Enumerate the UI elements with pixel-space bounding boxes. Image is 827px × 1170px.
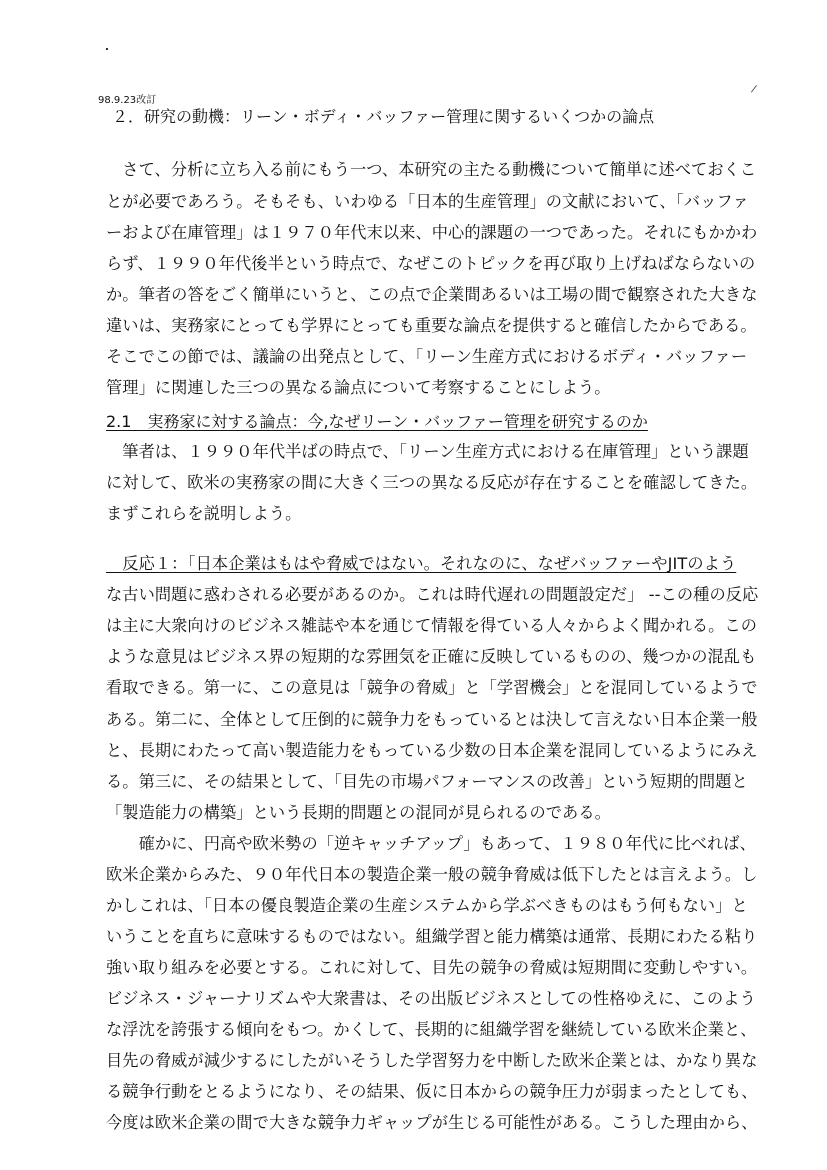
response-line: な浮沈を誇張する傾向をもつ。かくして、長期的に組織学習を継続している欧米企業と、 bbox=[106, 1020, 757, 1039]
subsection-heading: 2.1 実務家に対する論点：今,なぜリーン・バッファー管理を研究するのか bbox=[106, 412, 648, 431]
intro-line: さて、分析に立ち入る前にもう一つ、本研究の主たる動機について簡単に述べておくこ bbox=[106, 160, 757, 179]
response-line: な古い問題に惑わされる必要があるのか。これは時代遅れの問題設定だ」 --この種の反応 bbox=[106, 585, 759, 604]
intro-line: らず、１９９０年代後半という時点で、なぜこのトピックを再び取り上げねばならないの bbox=[106, 254, 756, 273]
response-line: 「製造能力の構築」という長期的問題との混同が見られるのである。 bbox=[106, 803, 611, 822]
response-line: 反応１：「日本企業はもはや脅威ではない。それなのに、なぜバッファーやJITのよう bbox=[106, 554, 737, 573]
response-line: と、長期にわたって高い製造能力をもっている少数の日本企業を混同しているようにみえ bbox=[106, 741, 758, 760]
scan-mark: / bbox=[750, 83, 758, 96]
intro-line: 違いは、実務家にとっても学界にとっても重要な論点を提供すると確信したからである。 bbox=[106, 316, 757, 335]
intro-line: とが必要であろう。そもそも、いわゆる「日本的生産管理」の文献において、「バッファ bbox=[106, 192, 749, 211]
intro-line: か。筆者の答をごく簡単にいうと、この点で企業間あるいは工場の間で観察された大きな bbox=[106, 285, 758, 304]
intro-line: 管理」に関連した三つの異なる論点について考察することにしよう。 bbox=[106, 378, 611, 397]
response-line: る競争行動をとるようになり、その結果、仮に日本からの競争圧力が弱まったとしても、 bbox=[106, 1082, 758, 1101]
response-line: 強い取り組みを必要とする。これに対して、目先の競争の脅威は短期間に変動しやすい。 bbox=[106, 958, 758, 977]
subsection-line: 筆者は、１９９０年代半ばの時点で、「リーン生産方式における在庫管理」という課題 bbox=[106, 442, 749, 461]
response-line: ビジネス・ジャーナリズムや大衆書は、その出版ビジネスとしての性格ゆえに、このよう bbox=[106, 989, 756, 1008]
subsection-line: に対して、欧米の実務家の間に大きく三つの異なる反応が存在することを確認してきた。 bbox=[106, 473, 758, 492]
intro-line: そこでこの節では、議論の出発点として、「リーン生産方式におけるボディ・バッファー bbox=[106, 347, 748, 366]
response-line: る。第三に、その結果として、「目先の市場パフォーマンスの改善」という短期的問題と bbox=[106, 772, 748, 791]
response-line: いうことを直ちに意味するものではない。組織学習と能力構築は通常、長期にわたる粘り bbox=[106, 927, 758, 946]
response-line: かしこれは、「日本の優良製造企業の生産システムから学ぶべきものはもう何もない」と bbox=[106, 896, 748, 915]
subsection-line: まずこれらを説明しよう。 bbox=[106, 504, 302, 523]
response-line: 今度は欧米企業の間で大きな競争力ギャップが生じる可能性がある。こうした理由から、 bbox=[106, 1113, 758, 1132]
response-line: 看取できる。第一に、この意見は「競争の脅威」と「学習機会」とを混同しているようで bbox=[106, 678, 758, 697]
response-line: は主に大衆向けのビジネス雑誌や本を通じて情報を得ている人々からよく聞かれる。この bbox=[106, 616, 758, 635]
response-line: 目先の脅威が減少するにしたがいそうした学習努力を中断した欧米企業とは、かなり異な bbox=[106, 1051, 758, 1070]
response-line: 確かに、円高や欧米勢の「逆キャッチアップ」もあって、１９８０年代に比べれば、 bbox=[106, 834, 756, 853]
scan-speck bbox=[106, 48, 108, 50]
intro-line: ーおよび在庫管理」は１９７０年代末以来、中心的課題の一つであった。それにもかかわ bbox=[106, 223, 758, 242]
response-line: ような意見はビジネス界の短期的な雰囲気を正確に反映しているものの、幾つかの混乱も bbox=[106, 647, 757, 666]
revision-note: 98.9.23改訂 bbox=[98, 95, 157, 106]
response-line: ある。第二に、全体として圧倒的に競争力をもっているとは決して言えない日本企業一般 bbox=[106, 710, 758, 729]
response-line: 欧米企業からみた、９０年代日本の製造企業一般の競争脅威は低下したとは言えよう。し bbox=[106, 865, 758, 884]
section-heading: ２．研究の動機：リーン・ボディ・バッファー管理に関するいくつかの論点 bbox=[112, 107, 655, 126]
